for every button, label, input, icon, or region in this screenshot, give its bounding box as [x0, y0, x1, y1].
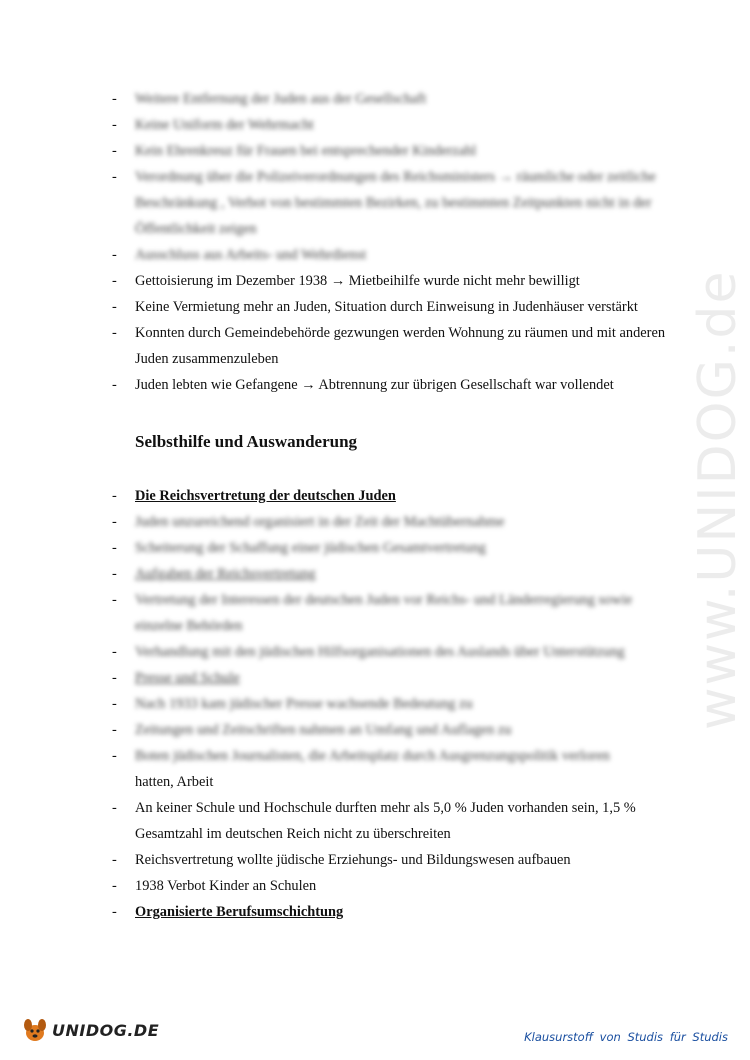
bullet-dash: - [112, 247, 117, 263]
list-item-text: Verhandlung mit den jüdischen Hilfsorganisationen des Auslands über Unterstützung [135, 644, 625, 660]
footer-logo [22, 1016, 159, 1044]
bullet-dash: - [112, 325, 117, 341]
list-item-tail-text: hatten, Arbeit [135, 774, 214, 790]
list-item-text: Konnten durch Gemeindebehörde gezwungen werden Wohnung zu räumen und mit anderen Juden zusammenzuleben [135, 325, 666, 367]
list-item-text: Keine Uniform der Wehrmacht [135, 117, 314, 133]
list-item [112, 743, 672, 795]
footer-slogan: Klausurstoff von Studis für Studis [524, 1030, 728, 1044]
list-item-text: An keiner Schule und Hochschule durften mehr als 5,0 % Juden vorhanden sein, 1,5 % Gesamtzahl im deutschen Reich nicht zu überschreiten [135, 800, 636, 842]
list-item [112, 268, 672, 294]
list-item [112, 294, 672, 320]
list-item [112, 587, 672, 639]
list-item-text: Juden lebten wie Gefangene → Abtrennung zur übrigen Gesellschaft war vollendet [135, 377, 614, 393]
bullet-dash: - [112, 117, 117, 133]
bullet-dash: - [112, 670, 117, 686]
list-item-text: Reichsvertretung wollte jüdische Erziehungs- und Bildungswesen aufbauen [135, 852, 571, 868]
bullet-dash: - [112, 540, 117, 556]
bullet-dash: - [112, 488, 117, 504]
bullet-dash: - [112, 514, 117, 530]
list-item-text: Ausschluss aus Arbeits- und Wehrdienst [135, 247, 367, 263]
list-item [112, 561, 672, 587]
list-item-text: Organisierte Berufsumschichtung [135, 904, 344, 920]
list-item-text: Juden unzureichend organisiert in der Zeit der Machtübernahme [135, 514, 505, 530]
bullet-dash: - [112, 852, 117, 868]
list-item [112, 665, 672, 691]
bullet-dash: - [112, 143, 117, 159]
list-item-text: Presse und Schule [135, 670, 240, 686]
list-item [112, 164, 672, 242]
list-item [112, 847, 672, 873]
bullet-dash: - [112, 644, 117, 660]
list-item [112, 899, 672, 925]
list-item-text: 1938 Verbot Kinder an Schulen [135, 878, 317, 894]
list-item-text: Verordnung über die Polizeiverordnungen des Reichsministers → räumliche oder zeitliche Beschränkung , Verbot von bestimmten Bezirken, zu bestimmten Zeitpunkten nicht in der Öffentlichkeit zeigen [135, 169, 656, 237]
list-item-text: Aufgaben der Reichsvertretung [135, 566, 316, 582]
bullet-dash: - [112, 592, 117, 608]
list-item [112, 242, 672, 268]
list-item-text: Zeitungen und Zeitschriften nahmen an Umfang und Auflagen zu [135, 722, 512, 738]
list-item-text: Scheiterung der Schaffung einer jüdischen Gesamtvertretung [135, 540, 486, 556]
list-item [112, 320, 672, 372]
bullet-dash: - [112, 696, 117, 712]
dog-mascot-icon [22, 1016, 48, 1044]
list-item-text: Die Reichsvertretung der deutschen Juden [135, 488, 396, 504]
list-item [112, 483, 672, 509]
list-item-text: Kein Ehrenkreuz für Frauen bei entsprechender Kinderzahl [135, 143, 477, 159]
bullet-dash: - [112, 800, 117, 816]
list-item [112, 138, 672, 164]
list-item [112, 873, 672, 899]
list-item [112, 691, 672, 717]
list-item [112, 372, 672, 398]
list-item [112, 112, 672, 138]
list-item [112, 535, 672, 561]
section-heading: Selbsthilfe und Auswanderung [135, 432, 358, 451]
bullet-dash: - [112, 169, 117, 185]
bullet-dash: - [112, 878, 117, 894]
list-item-text: Vertretung der Interessen der deutschen Juden vor Reichs- und Länderregierung sowie einzelne Behörden [135, 592, 633, 634]
bullet-dash: - [112, 748, 117, 764]
bullet-dash: - [112, 722, 117, 738]
list-item [112, 86, 672, 112]
list-item [112, 639, 672, 665]
list-item [112, 509, 672, 535]
list-item [112, 795, 672, 847]
list-item-text: Boten jüdischen Journalisten, die Arbeitsplatz durch Ausgrenzungspolitik verloren [135, 748, 610, 764]
bullet-dash: - [112, 566, 117, 582]
bullet-list-1 [112, 86, 672, 398]
bullet-dash: - [112, 377, 117, 393]
watermark: www.UNIDOG.de [688, 269, 748, 730]
bullet-dash: - [112, 904, 117, 920]
list-item [112, 717, 672, 743]
list-item-text: Weitere Entfernung der Juden aus der Gesellschaft [135, 91, 427, 107]
bullet-dash: - [112, 91, 117, 107]
bullet-dash: - [112, 299, 117, 315]
logo-text: UNIDOG.DE [52, 1020, 160, 1040]
list-item-text: Gettoisierung im Dezember 1938 → Mietbeihilfe wurde nicht mehr bewilligt [135, 273, 580, 289]
bullet-dash: - [112, 273, 117, 289]
list-item-text: Nach 1933 kam jüdischer Presse wachsende Bedeutung zu [135, 696, 473, 712]
bullet-list-2 [112, 483, 672, 925]
document-content [112, 86, 672, 925]
list-item-text: Keine Vermietung mehr an Juden, Situation durch Einweisung in Judenhäuser verstärkt [135, 299, 638, 315]
